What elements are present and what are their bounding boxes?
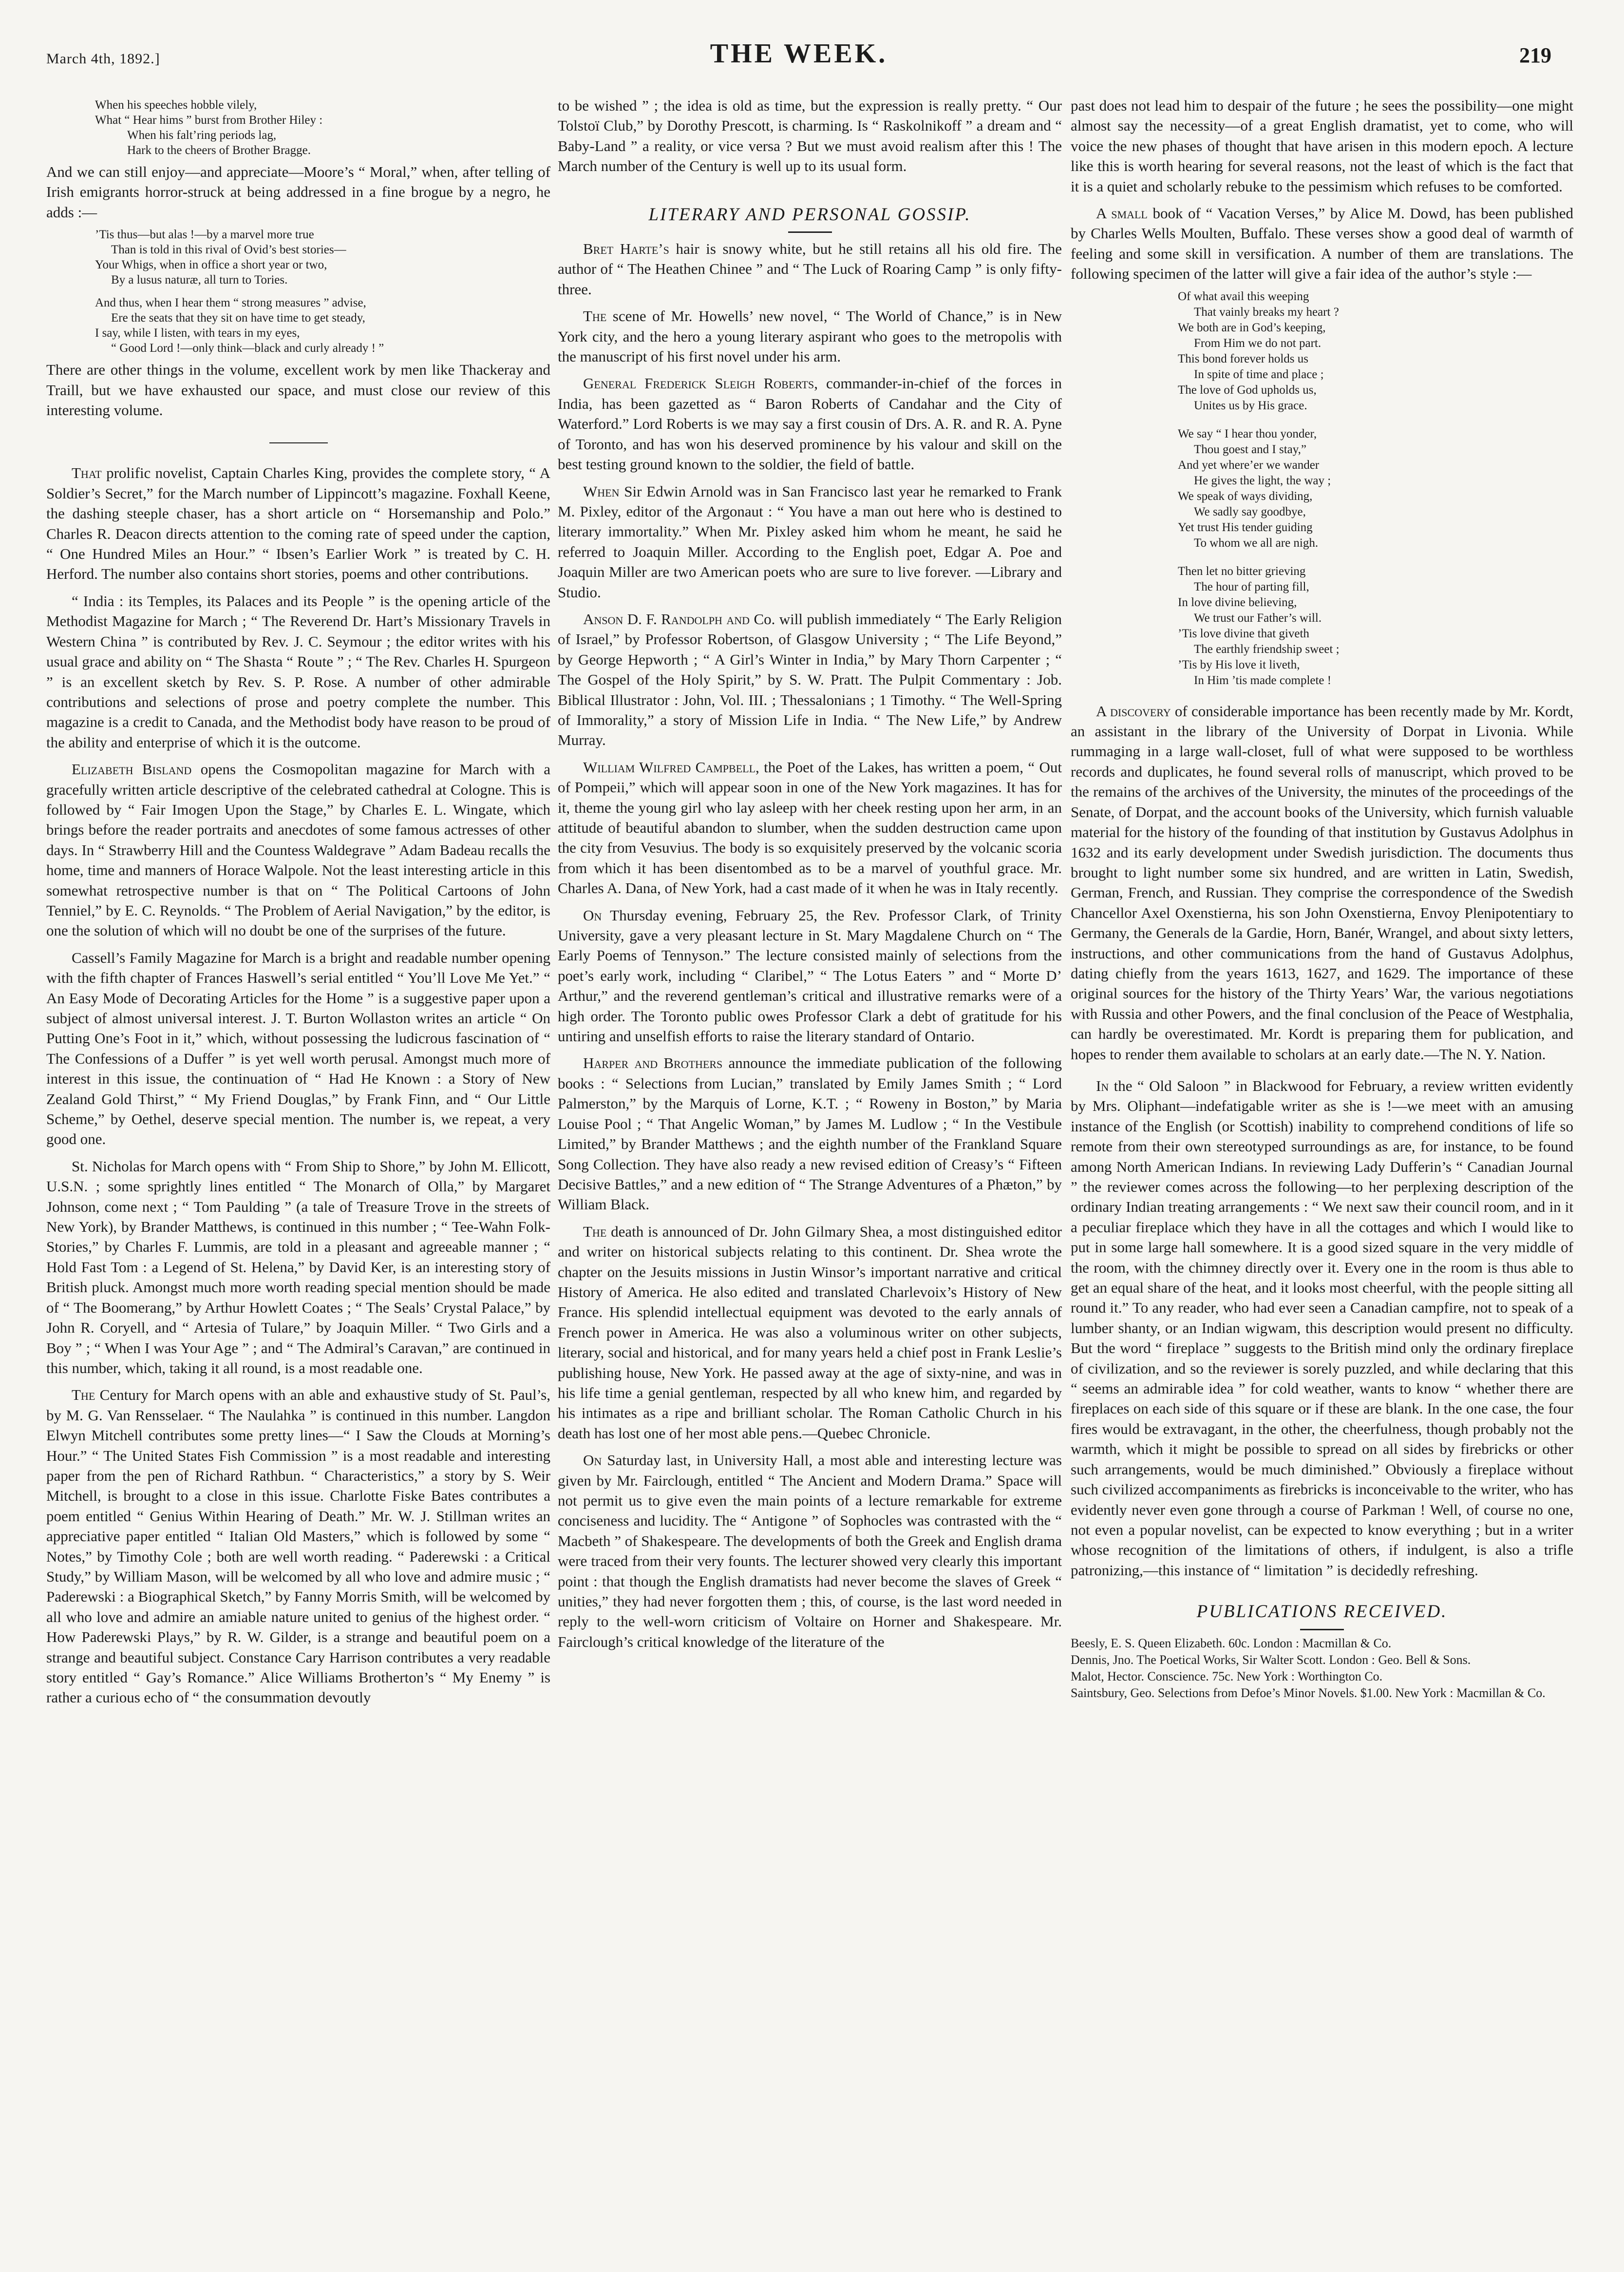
verse-line: Than is told in this rival of Ovid’s best stories— xyxy=(111,243,346,257)
publication-entry: Dennis, Jno. The Poetical Works, Sir Walter Scott. London : Geo. Bell & Sons. xyxy=(1071,1652,1471,1667)
column-3 xyxy=(1071,95,1573,1702)
lead-word: In xyxy=(1096,1077,1109,1094)
lead-word: When xyxy=(583,482,620,500)
paragraph-campbell: William Wilfred Campbell, the Poet of the Lakes, has written a poem, “ Out of Pompeii,” which will appear soon in one of the New York magazines. It has for it, theme the young girl who lay asleep with her cheek resting upon her arm, in an attitude of beautiful abandon to slumber, when the sudden destruction came upon the city from Vesuvius. The body is so exquisitely preserved by the volcanic scoria from which it has been disentombed as to be a marvel of youthful grace. Mr. Charles A. Dana, of New York, had a cast made of it when he was in Italy recently. xyxy=(558,758,1062,897)
paragraph-howells: The scene of Mr. Howells’ new novel, “ The World of Chance,” is in New York city, and the hero a young literary aspirant who goes to the metropolis with the manuscript of his first novel under his arm. xyxy=(558,307,1062,365)
verse-line: Hark to the cheers of Brother Bragge. xyxy=(127,144,311,157)
paragraph-vacation-verses: A small book of “ Vacation Verses,” by Alice M. Dowd, has been published by Charles Wells Moulten, Buffalo. These verses show a good deal of warmth of feeling and some skill in versification. A number of them are translations. The following specimen of the latter will give a fair idea of the author’s style :— xyxy=(1071,205,1573,283)
paragraph-randolph: Anson D. F. Randolph and Co. will publish immediately “ The Early Religion of Israel,” by Professor Robertson, of Glasgow University ; “ The Life Beyond,” by George Hepworth ; “ A Girl’s Winter in India,” by Mary Thorn Carpenter ; “ The Gospel of the Holy Spirit,” by S. W. Pratt. The Pulpit Commentary : Job. Biblical Illustrator : John, Vol. III. ; Thessalonians ; 1 Timothy. “ The Well-Spring of Immorality,” a story of Mission Life in India. “ The New Life,” by Andrew Murray. xyxy=(558,610,1062,749)
issue-date: March 4th, 1892.] xyxy=(46,51,160,67)
verse-line: I say, while I listen, with tears in my eyes, xyxy=(95,326,300,340)
lead-word: On xyxy=(583,1451,602,1469)
column-2 xyxy=(558,95,1062,1652)
verse-line: When his falt’ring periods lag, xyxy=(127,129,277,142)
page-number: 219 xyxy=(1519,43,1551,67)
verse-moral-2 xyxy=(46,295,550,356)
paragraph-century: The Century for March opens with an able and exhaustive study of St. Paul’s, by M. G. Van Rensselaer. “ The Naulahka ” is continued in this number. Langdon Elwyn Mitchell contributes some pretty lines—“ I Saw the Clouds at Morning’s Hour.” “ The United States Fish Commission ” is a most readable and interesting paper from the pen of Richard Rathbun. “ Characteristics,” a story by S. Weir Mitchell, is brought to a close in this issue. Charlotte Fiske Bates contributes a poem entitled “ Genius Within Hearing of Death.” Mr. W. J. Stillman writes an appreciative paper entitled “ Italian Old Masters,” which is followed by some “ Notes,” by Timothy Cole ; both are well worth reading. “ Paderewski : a Critical Study,” by William Mason, will be welcomed by all who love and admire music ; “ Paderewski : a Biographical Sketch,” by Fanny Morris Smith, will be welcomed by all who love and admire an amiable nature united to genius of the highest order. “ How Paderewski Plays,” by R. W. Gilder, is a strange and beautiful poem on a strange and beautiful subject. Constance Cary Harrison contributes a very readable story entitled “ Gay’s Romance.” Alice Williams Brotherton’s “ My Enemy ” is rather a curious echo of “ the consummation devoutly xyxy=(46,1386,550,1706)
lead-word: A discovery xyxy=(1096,702,1171,720)
paragraph-moore: And we can still enjoy—and appreciate—Moore’s “ Moral,” when, after telling of Irish emigrants horror-struck at being addressed in a fine brogue by a negro, he adds :— xyxy=(46,163,550,221)
paragraph-arnold: When Sir Edwin Arnold was in San Francisco last year he remarked to Frank M. Pixley, editor of the Argonaut : “ You have a man out here who is destined to literary immortality.” When Mr. Pixley asked him whom he meant, he said he referred to Joaquin Miller. According to the English poet, Edgar A. Poe and Joaquin Miller are two American poets who are sure to live forever. —Library and Studio. xyxy=(558,482,1062,601)
lead-word: William Wilfred Campbell, xyxy=(583,758,759,776)
verse-line: ’Tis thus—but alas !—by a marvel more true xyxy=(95,228,314,242)
lead-word: Elizabeth Bisland xyxy=(72,761,192,778)
paragraph-bret-harte: Bret Harte’s hair is snowy white, but he still retains all his old fire. The author of “ The Heathen Chinee ” and “ The Luck of Roaring Camp ” is only fifty-three. xyxy=(558,240,1062,298)
lead-word: The xyxy=(583,1222,607,1240)
publication-entry: Beesly, E. S. Queen Elizabeth. 60c. London : Macmillan & Co. xyxy=(1071,1636,1392,1650)
section-heading-gossip: LITERARY AND PERSONAL GOSSIP. xyxy=(648,204,971,225)
page-header xyxy=(46,38,1551,72)
verse-line: When his speeches hobble vilely, xyxy=(95,98,257,112)
lead-word: Harper and Brothers xyxy=(583,1054,723,1072)
verse-line: Your Whigs, when in office a short year or two, xyxy=(95,258,327,272)
poem-vacation-verses xyxy=(1071,289,1573,688)
lead-word: Anson D. F. Randolph and xyxy=(583,610,750,628)
lead-word: Bret Harte’s xyxy=(583,240,669,258)
paragraph-methodist: “ India : its Temples, its Palaces and its People ” is the opening article of the Methodist Magazine for March ; “ The Reverend Dr. Hart’s Missionary Travels in Western China ” is contributed by Rev. J. C. Seymour ; the editor writes with his usual grace and ability on “ The Shasta “ Route ” ; “ The Rev. Charles H. Spurgeon ” is an excellent sketch by Rev. S. P. Rose. A number of other admirable contributions and selections of prose and poetry complete the number. This magazine is a credit to Canada, and the Methodist body have reason to be proud of the ability and enterprise of which it is the outcome. xyxy=(46,592,550,751)
lead-word: The xyxy=(72,1386,95,1404)
paragraph-fairclough: On Saturday last, in University Hall, a most able and interesting lecture was given by Mr. Fairclough, entitled “ The Ancient and Modern Drama.” Space will not permit us to give even the main points of a lecture remarkable for extreme conciseness and lucidity. The “ Antigone ” of Sophocles was contrasted with the “ Macbeth ” of Shakespeare. The developments of both the Greek and English drama were traced from their very founts. The lecturer showed very clearly this important point : that though the English dramatists had never become the slaves of Greek “ unities,” they had never forgotten them ; this, of course, is the last word needed in reply to the well-worn criticism of Voltaire on Horner and Shakespeare. Mr. Fairclough’s critical knowledge of the literature of the xyxy=(558,1451,1062,1650)
paragraph-closing-review: There are other things in the volume, excellent work by men like Thackeray and Traill, but we have exhausted our space, and must close our review of this interesting volume. xyxy=(46,361,550,419)
publications-list xyxy=(1071,1636,1573,1700)
paragraph-fairclough-continued: past does not lead him to despair of the future ; he sees the possibility—one might almost say the necessity—of a great English dramatist, yet to come, who will voice the new phases of thought that have arisen in this modern epoch. A lecture like this is worth hearing for several reasons, not the least of which is the fact that it is a quiet and scholarly rebuke to the pessimism which refuses to be comforted. xyxy=(1071,97,1573,195)
lead-word: The xyxy=(583,307,607,325)
lead-word: That xyxy=(72,464,102,482)
heading-rule xyxy=(788,231,832,233)
verse-line: “ Good Lord !—only think—black and curly already ! ” xyxy=(111,342,384,355)
lead-word: General Frederick Sleigh Roberts, xyxy=(583,375,818,392)
paragraph-st-nicholas: St. Nicholas for March opens with “ From Ship to Shore,” by John M. Ellicott, U.S.N. ; some sprightly lines entitled “ The Monarch of Olla,” by Margaret Johnson, come next ; “ Tom Paulding ” (a tale of Treasure Trove in the streets of New York), by Brander Matthews, is continued in this number ; “ Tee-Wahn Folk-Stories,” by Charles F. Lummis, are told in a pleasant and agreeable manner ; “ Hold Fast Tom : a Legend of St. Helena,” by David Ker, is an interesting story of British pluck. Amongst much more worth reading special mention should be made of “ The Boomerang,” by Arthur Howlett Coates ; “ The Seals’ Crystal Palace,” by John R. Coryell, and “ Artesia of Tulare,” by Joaquin Miller. “ Two Girls and a Boy ” ; “ When I was Your Age ” ; and “ The Admiral’s Caravan,” are continued in this number, which, taking it all round, is a most readable one. xyxy=(46,1157,550,1376)
paragraph-clark-lecture: On Thursday evening, February 25, the Rev. Professor Clark, of Trinity University, gave a very pleasant lecture in St. Mary Magdalene Church on “ The Early Poems of Tennyson.” The lecture consisted mainly of selections from the poet’s early work, including “ Claribel,” “ The Lotus Eaters ” and “ Morte D’ Arthur,” and the reverend gentleman’s critical and illustrative remarks were of a high order. The Toronto public owes Professor Clark a debt of gratitude for his untiring and unselfish efforts to raise the literary standard of Ontario. xyxy=(558,906,1062,1045)
verse-line: Ere the seats that they sit on have time to get steady, xyxy=(111,311,365,325)
publication-entry: Malot, Hector. Conscience. 75c. New York : Worthington Co. xyxy=(1071,1669,1383,1683)
paragraph-harper: Harper and Brothers announce the immediate publication of the following books : “ Selections from Lucian,” translated by Emily James Smith ; “ Lord Palmerston,” by the Marquis of Lorne, K.T. ; “ Roweny in Boston,” by Maria Louise Pool ; “ That Angelic Woman,” by James M. Ludlow ; “ In the Vestibule Limited,” by Brander Matthews ; and the eighth number of the Frankland Square Song Collection. They have also ready a new revised edition of Creasy’s “ Fifteen Decisive Battles,” and a new edition of “ The Strange Adventures of a Phæton,” by William Black. xyxy=(558,1054,1062,1213)
verse-line: By a lusus naturæ, all turn to Tories. xyxy=(111,273,288,287)
verse-moral-1 xyxy=(46,227,550,287)
section-divider xyxy=(269,442,328,443)
lead-word: On xyxy=(583,906,602,924)
paragraph-cassells: Cassell’s Family Magazine for March is a bright and readable number opening with the fifth chapter of Frances Haswell’s serial entitled “ You’ll Love Me Yet.” “ An Easy Mode of Decorating Articles for the Home ” is a suggestive paper upon a subject of almost universal interest. J. T. Burton Wollaston writes an article “ On Putting One’s Foot in it,” which, without possessing the ludicrous fascination of “ The Confessions of a Duffer ” is yet well worth perusal. Amongst much more of interest in this issue, the continuation of “ Had He Known : a Story of New Zealand Gold Thirst,” “ My Friend Douglas,” by Frank Finn, and “ Our Little Scheme,” by Oethel, deserve special mention. The number is, we repeat, a very good one. xyxy=(46,949,550,1148)
masthead-title: THE WEEK. xyxy=(710,38,888,69)
poem-stanza: We say “ I hear thou yonder, Thou goest and I stay,” And yet where’er we wander He gives the light, the way ; We speak of ways dividing, We sadly say goodbye, Yet trust His tender guiding To whom we all are nigh. xyxy=(1178,427,1331,550)
verse-line: And thus, when I hear them “ strong measures ” advise, xyxy=(95,296,366,310)
column-1 xyxy=(46,95,550,1708)
verse-line: What “ Hear hims ” burst from Brother Hiley : xyxy=(95,114,323,127)
paragraph-shea: The death is announced of Dr. John Gilmary Shea, a most distinguished editor and writer on historical subjects relating to this continent. Dr. Shea wrote the chapter on the Jesuits missions in Justin Winsor’s important narrative and critical History of America. He also edited and translated Charlevoix’s History of New France. His splendid intellectual equipment was devoted to the early annals of French power in America. He was also a voluminous writer on other subjects, literary, social and historical, and for many years held a chief post in Frank Leslie’s publishing house, New York. He passed away at the age of sixty-nine, and was in his life time a genial gentleman, respected by all who knew him, and regarded by his intimates as a ripe and brilliant scholar. The Roman Catholic Church in his death has lost one of her most able pens.—Quebec Chronicle. xyxy=(558,1222,1062,1442)
lead-word: A small xyxy=(1096,205,1148,222)
poem-stanza: Of what avail this weeping That vainly breaks my heart ? We both are in God’s keeping, From Him we do not part. This bond forever holds us In spite of time and place ; The love of God upholds us, Unites us by His grace. xyxy=(1178,289,1339,412)
verse-hiley xyxy=(46,97,550,158)
paragraph-old-saloon: In the “ Old Saloon ” in Blackwood for February, a review written evidently by Mrs. Oliphant—indefatigable writer as she is !—we meet with an amusing instance of the English (or Scottish) inability to comprehend conditions of life so remote from their own stereotyped surroundings as are, for instance, to be found among North American Indians. In reviewing Lady Dufferin’s “ Canadian Journal ” the reviewer comes across the following—to her perplexing description of the ordinary Indian treating arrangements : “ We next saw their council room, and in it a peculiar fireplace which they have in all the cottages and which I would like to put in some large hall somewhere. It is a good sized square in the very middle of the room, with the chimney directly over it. Every one in the room is thus able to get an equal share of the heat, and it looks most cheerful, with the people sitting all round it.” To any reader, who had ever seen a Canadian campfire, not to speak of a lumber shanty, or an Indian wigwam, this description would present no difficulty. But the word “ fireplace ” suggests to the British mind only the ordinary fireplace of civilization, and so the reviewer is sorely puzzled, and while declaring that this “ seems an admirable idea ” for cold weather, wants to know “ whether there are fireplaces on each side of this square or if these are blank. In the one case, the four fires would be extravagant, in the other, the cheerfulness, though probably not the warmth, which it might be possible to spread on all sides by firebricks or other such arrangements, would be much diminished.” Obviously a fireplace without such civilized accompaniments as firebricks is inconceivable to the writer, who has evidently never even gone through a course of Parkman ! Well, of course no one, not even a popular novelist, can be expected to know everything ; but in a writer whose recognition of the limitations of others, if indulgent, is also a trifle patronizing,—this instance of “ limitation ” is decidedly refreshing. xyxy=(1071,1077,1573,1579)
paragraph-lippincott: That prolific novelist, Captain Charles King, provides the complete story, “ A Soldier’s Secret,” for the March number of Lippincott’s magazine. Foxhall Keene, the dashing steeple chaser, has a short article on “ Horsemanship and Polo.” Charles R. Deacon directs attention to the coming rate of speed under the caption, “ One Hundred Miles an Hour.” “ Ibsen’s Earlier Work ” is treated by C. H. Herford. The number also contains short stories, poems and other contributions. xyxy=(46,464,550,583)
poem-stanza: Then let no bitter grieving The hour of parting fill, In love divine believing, We trust our Father’s will. ’Tis love divine that giveth The earthly friendship sweet ; ’Tis by His love it liveth, In Him ’tis made complete ! xyxy=(1178,564,1340,687)
paragraph-dorpat: A discovery of considerable importance has been recently made by Mr. Kordt, an assistant in the library of the University of Dorpat in Livonia. While rummaging in a large wall-closet, full of what were supposed to be worthless records and duplicates, he found several rolls of manuscript, which proved to be the remains of the archives of the University, the minutes of the proceedings of the Senate, of Dorpat, and the account books of the University, which furnish valuable material for the history of the founding of that institution by Gustavus Adolphus in 1632 and its early development under Swedish jurisdiction. The documents thus brought to light number some six hundred, and are written in Latin, Swedish, German, French, and Russian. They comprise the correspondence of the Swedish Chancellor Axel Oxenstierna, his son John Oxenstierna, Envoy Plenipotentiary to Germany, the Generals de la Gardie, Horn, Banér, Wrangel, and about sixty letters, instructions, and other communications from the hand of Gustavus Adolphus, dating chiefly from the years 1613, 1627, and 1629. The importance of these original sources for the history of the Thirty Years’ War, the various negotiations with Russia and other Powers, and the final conclusion of the Peace of Westphalia, can hardly be overestimated. Mr. Kordt is preparing them for publication, and hopes to render them available to scholars at an early date.—The N. Y. Nation. xyxy=(1071,702,1573,1063)
heading-rule xyxy=(1300,1629,1344,1630)
paragraph-cosmopolitan: Elizabeth Bisland opens the Cosmopolitan magazine for March with a gracefully written article descriptive of the celebrated cathedral at Cologne. This is followed by “ Fair Imogen Upon the Stage,” by Charles E. L. Wingate, which brings before the reader portraits and anecdotes of some famous actresses of other days. In “ Strawberry Hill and the Countess Waldegrave ” Adam Badeau recalls the home, time and manners of Horace Walpole. Not the least interesting article in this somewhat retrospective number is that on “ The Political Cartoons of John Tenniel,” by E. C. Reynolds. “ The Problem of Aerial Navigation,” by the editor, is one the solution of which will no doubt be one of the surprises of the future. xyxy=(46,761,550,939)
paragraph-roberts: General Frederick Sleigh Roberts, commander-in-chief of the forces in India, has been gazetted as “ Baron Roberts of Candahar and the City of Waterford.” Lord Roberts is we may say a first cousin of Drs. A. R. and R. A. Pyne of Toronto, and has won his deserved prominence by his valour and skill on the best testing ground known to the soldier, the field of battle. xyxy=(558,375,1062,473)
section-heading-publications: PUBLICATIONS RECEIVED. xyxy=(1196,1602,1448,1622)
publication-entry: Saintsbury, Geo. Selections from Defoe’s Minor Novels. $1.00. New York : Macmillan & Co. xyxy=(1071,1685,1546,1700)
paragraph-century-continued: to be wished ” ; the idea is old as time, but the expression is really pretty. “ Our Tolstoï Club,” by Dorothy Prescott, is charming. Is “ Raskolnikoff ” a dream and “ Baby-Land ” a reality, or vice versa ? But we must avoid realism after this ! The March number of the Century is well up to its usual form. xyxy=(558,97,1062,175)
